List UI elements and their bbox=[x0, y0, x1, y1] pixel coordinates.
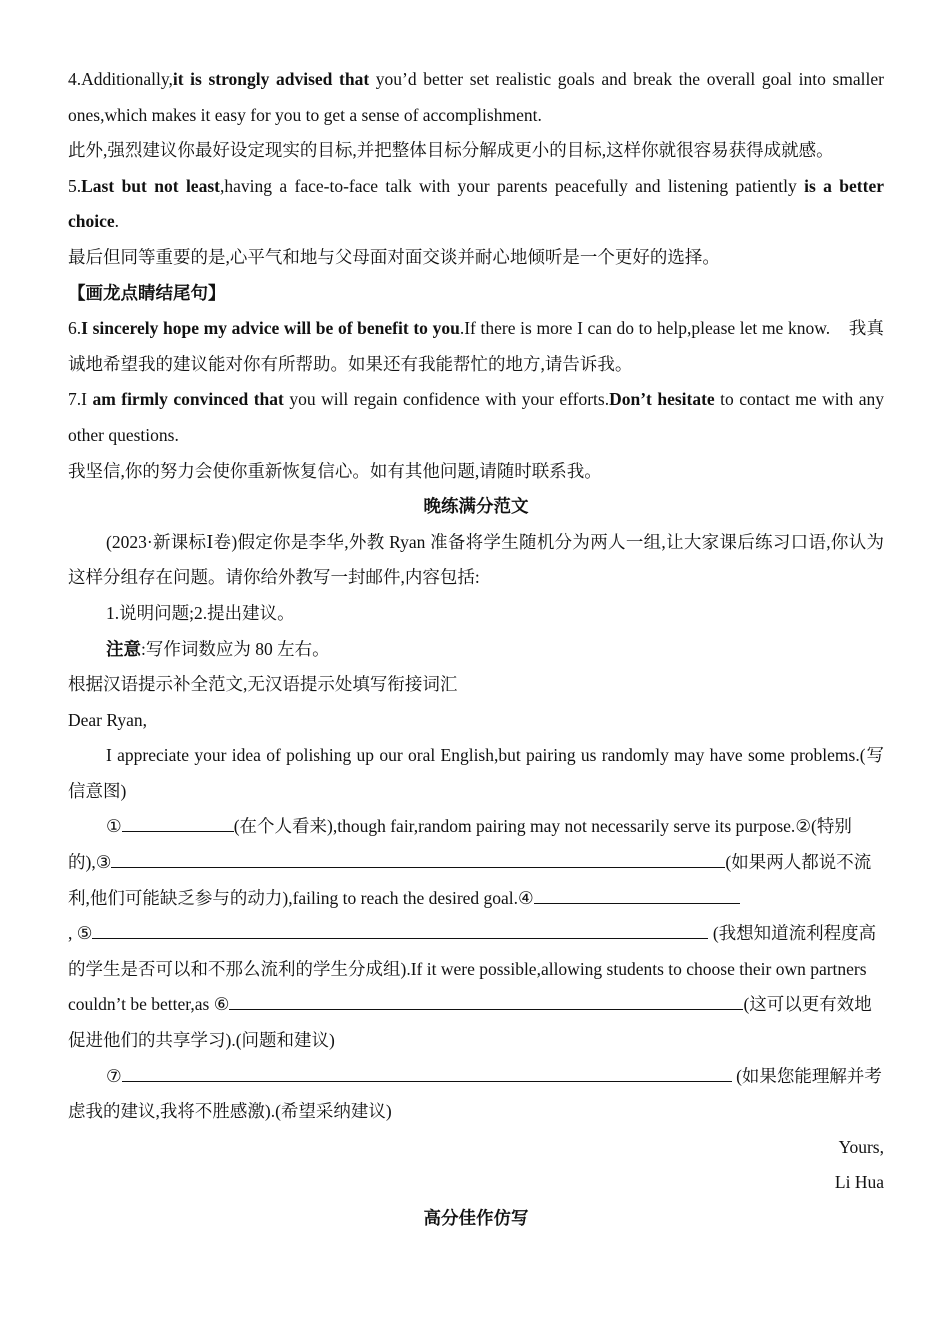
blank-5[interactable] bbox=[92, 920, 708, 939]
fill-instruction: 根据汉语提示补全范文,无汉语提示处填写衔接词汇 bbox=[68, 674, 458, 695]
document-page bbox=[68, 62, 884, 1237]
letter-salutation: Dear Ryan, bbox=[68, 709, 147, 730]
blank-1[interactable] bbox=[122, 813, 234, 832]
ending-sentences-heading: 【画龙点睛结尾句】 bbox=[68, 282, 226, 303]
next-section-title: 高分佳作仿写 bbox=[423, 1208, 529, 1228]
letter-intro: I appreciate your idea of polishing up our oral English,but pairing us randomly may have some problems.(写信意图) bbox=[68, 745, 884, 801]
blank-3[interactable] bbox=[111, 849, 725, 868]
blank-4[interactable] bbox=[534, 885, 740, 904]
letter-body: ① (在个人看来),though fair,random pairing may not necessarily serve its purpose.②(特别的),③ (如果两人都说不流利,他们可能缺乏参与的动力),failing to reach the desired goal.④ , ⑤ (我想知道流利程度高的学生是否可以和不那么流利的学生分成组).If it were possible,allowing students to choose their own partners couldn’t be better,as ⑥ (这可以更有效地促进他们的共享学习).(问题和建议) bbox=[68, 809, 884, 1058]
sentence-5: 5.Last but not least,having a face-to-face talk with your parents peacefully and listening patiently is a better choice. bbox=[68, 175, 884, 232]
sentence-4-translation: 此外,强烈建议你最好设定现实的目标,并把整体目标分解成更小的目标,这样你就很容易获得成就感。 bbox=[68, 140, 834, 161]
sentence-5-translation: 最后但同等重要的是,心平气和地与父母面对面交谈并耐心地倾听是一个更好的选择。 bbox=[68, 246, 720, 267]
letter-signature: Li Hua bbox=[834, 1172, 884, 1193]
word-count-note: 注意:写作词数应为 80 左右。 bbox=[106, 638, 330, 659]
blank-6[interactable] bbox=[229, 991, 743, 1010]
sentence-4: 4.Additionally,it is strongly advised that you’d better set realistic goals and break the overall goal into smaller ones,which makes it easy for you to get a sense of accomplishment. bbox=[68, 69, 885, 125]
letter-closing-paragraph: ⑦ (如果您能理解并考虑我的建议,我将不胜感激).(希望采纳建议) bbox=[68, 1059, 884, 1130]
sentence-7-translation: 我坚信,你的努力会使你重新恢复信心。如有其他问题,请随时联系我。 bbox=[68, 460, 602, 481]
blank-7[interactable] bbox=[122, 1063, 732, 1082]
sentence-7: 7.I am firmly convinced that you will regain confidence with your efforts.Don’t hesitate to contact me with any other questions. bbox=[68, 389, 884, 445]
sentence-6: 6.I sincerely hope my advice will be of benefit to you.If there is more I can do to help,please let me know. 我真诚地希望我的建议能对你有所帮助。如果还有我能帮忙的地方,请告诉我。 bbox=[68, 318, 885, 374]
letter-closing: Yours, bbox=[838, 1136, 884, 1157]
task-prompt: (2023·新课标Ⅰ卷)假定你是李华,外教 Ryan 准备将学生随机分为两人一组,让大家课后练习口语,你认为这样分组存在问题。请你给外教写一封邮件,内容包括: bbox=[68, 531, 884, 588]
task-points: 1.说明问题;2.提出建议。 bbox=[106, 602, 295, 623]
section-title: 晚练满分范文 bbox=[423, 496, 529, 517]
sentence-6-translation: 我真诚地希望我的建议能对你有所帮助。如果还有我能帮忙的地方,请告诉我。 bbox=[68, 318, 885, 374]
